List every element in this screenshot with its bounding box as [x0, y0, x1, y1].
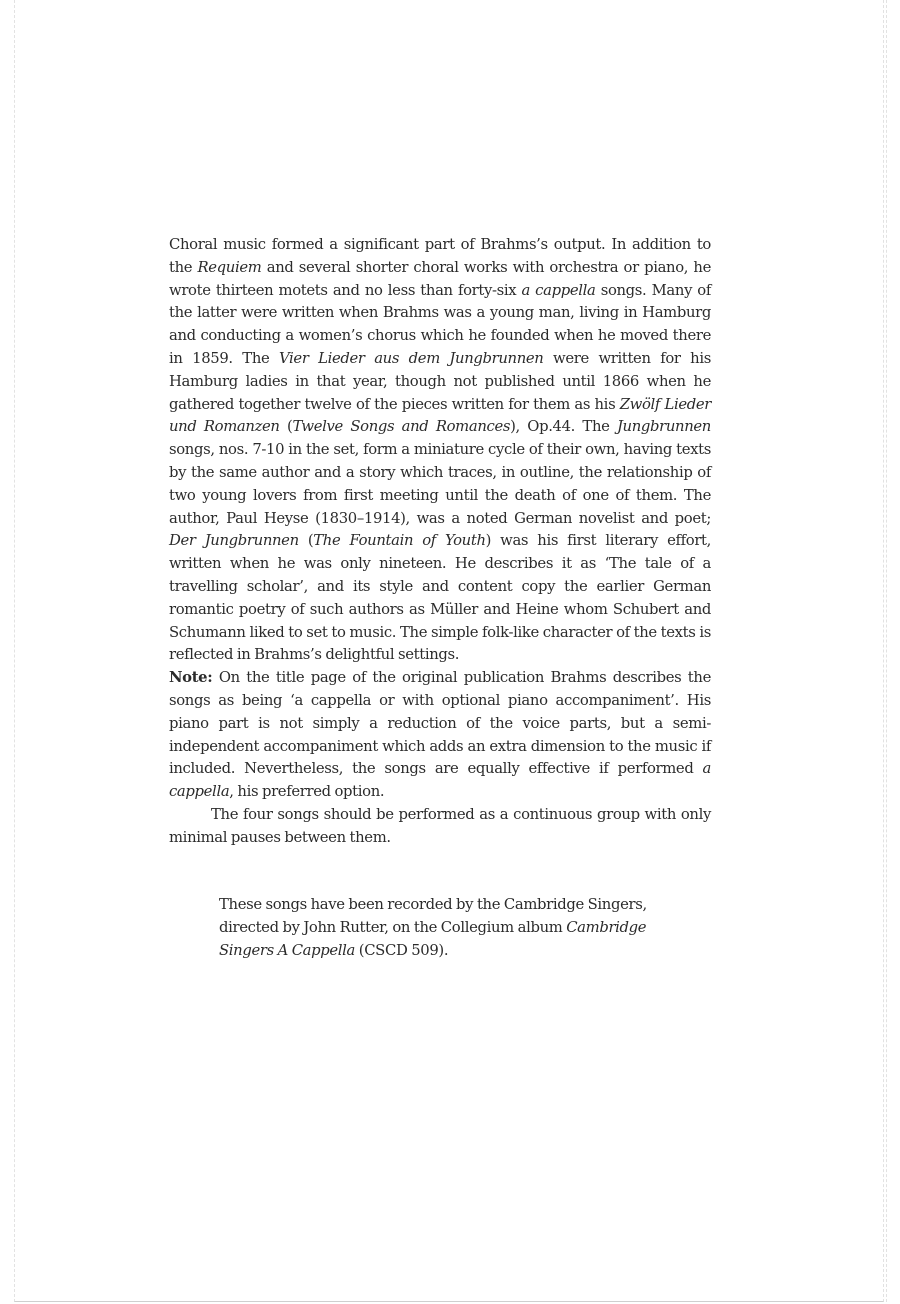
note-label: Note: [169, 669, 213, 687]
note-text: On the title page of the original publication Brahms describes the songs as being ‘a cappella or with optional piano accompaniment’. His piano part is not simply a reduction of the voice parts, but a semi-independent accompaniment which adds an extra dimension to the music if included. Nevertheless, the songs are equally effective if performed [169, 669, 711, 778]
intro-text: were written for his Hamburg ladies in that year, though not published until 1866 when he gathered together twelve of the pieces written for them as his [169, 349, 711, 413]
zwolf-lieder-title: Zwölf Lieder und Romanzen [169, 395, 711, 436]
page-edge [886, 0, 888, 1302]
intro-text: ) was his first literary effort, written when he was only nineteen. He describes it as ‘The tale of a travelling scholar’, and its style and content copy the earlier German romantic poetry of such authors as Müller and Heine whom Schubert and Schumann liked to set to music. The simple folk-like character of the texts is reflected in Brahms’s delightful settings. [169, 532, 711, 664]
note-paragraph [169, 667, 711, 804]
credit-text: (CSCD 509). [355, 941, 449, 959]
intro-text: Choral music formed a significant part of Brahms’s output. In addition to the [169, 236, 711, 276]
album-title: Cambridge Singers A Cappella [219, 918, 647, 959]
intro-text: ( [279, 418, 293, 436]
note-text: , his preferred option. [229, 783, 385, 801]
a-cappella-term: a cappella [521, 281, 596, 299]
credit-paragraph [219, 894, 689, 962]
fountain-of-youth-title: The Fountain of Youth [313, 532, 486, 550]
intro-paragraph [169, 234, 711, 667]
a-cappella-term: a cappella [169, 760, 711, 801]
intro-text: songs, nos. 7-10 in the set, form a miniature cycle of their own, having texts by the same author and a story which traces, in outline, the relationship of two young lovers from first meeting until the death of one of them. The author, Paul Heyse (1830–1914), was a noted German novelist and poet; [169, 441, 711, 527]
intro-text: and several shorter choral works with orchestra or piano, he wrote thirteen motets and no less than forty-six [169, 258, 711, 299]
intro-text: songs. Many of the latter were written when Brahms was a young man, living in Hamburg and conducting a women’s chorus which he founded when he moved there in 1859. The [169, 281, 711, 367]
program-note-body [169, 234, 711, 850]
requiem-title: Requiem [197, 258, 262, 276]
intro-text: ( [298, 532, 314, 550]
recording-credit [219, 894, 689, 962]
jungbrunnen-title: Jungbrunnen [616, 418, 711, 436]
credit-text: These songs have been recorded by the Cambridge Singers, directed by John Rutter, on the Collegium album [219, 896, 647, 936]
vier-lieder-title: Vier Lieder aus dem Jungbrunnen [278, 349, 544, 367]
twelve-songs-title: Twelve Songs and Romances [292, 418, 511, 436]
performance-paragraph: The four songs should be performed as a continuous group with only minimal pauses between them. [169, 805, 711, 846]
intro-text: ), Op.44. The [510, 418, 617, 436]
der-jungbrunnen-title: Der Jungbrunnen [169, 532, 299, 550]
